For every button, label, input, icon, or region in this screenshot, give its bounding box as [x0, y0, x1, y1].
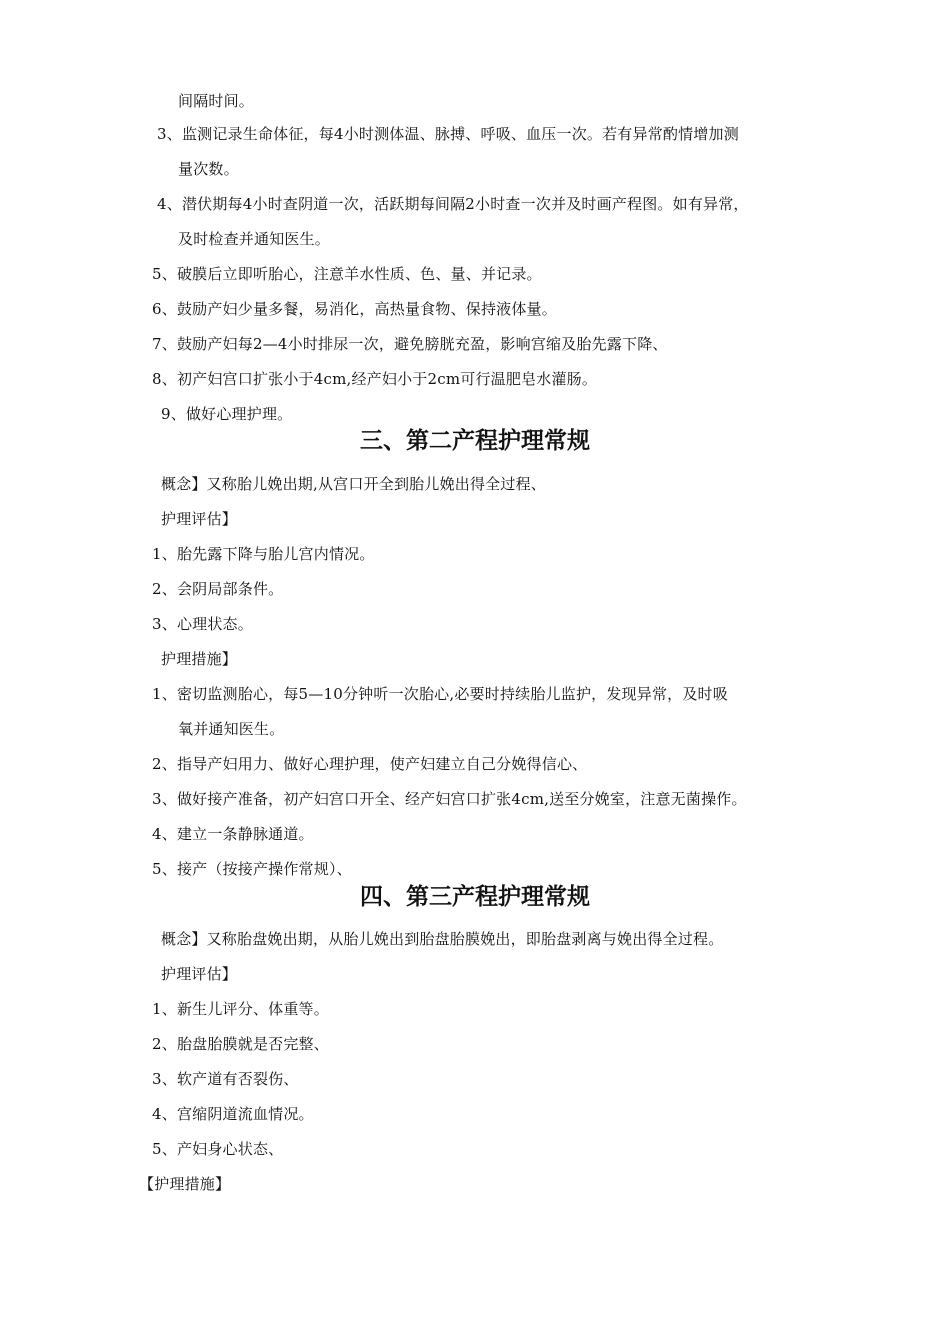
list-item: 9、做好心理护理。 [161, 405, 293, 423]
list-item: 6、鼓励产妇少量多餐，易消化，高热量食物、保持液体量。 [152, 300, 557, 318]
text-line: 及时检查并通知医生。 [178, 230, 331, 248]
text-line: 量次数。 [178, 160, 239, 178]
list-item: 5、破膜后立即听胎心，注意羊水性质、色、量、并记录。 [152, 265, 542, 283]
list-item: 4、潜伏期每4小时查阴道一次，活跃期每间隔2小时查一次并及时画产程图。如有异常， [157, 195, 749, 213]
list-item: 4、宫缩阴道流血情况。 [152, 1105, 314, 1123]
assessment-label: 护理评估】 [161, 510, 238, 528]
concept-line: 概念】又称胎盘娩出期，从胎儿娩出到胎盘胎膜娩出，即胎盘剥离与娩出得全过程。 [161, 930, 724, 948]
concept-line: 概念】又称胎儿娩出期,从宫口开全到胎儿娩出得全过程、 [161, 475, 546, 493]
section-heading: 四、第三产程护理常规 [360, 884, 590, 910]
section-heading: 三、第二产程护理常规 [360, 428, 590, 454]
list-item: 2、会阴局部条件。 [152, 580, 284, 598]
list-item: 1、胎先露下降与胎儿宫内情况。 [152, 545, 375, 563]
list-item: 5、接产（按接产操作常规）、 [152, 860, 352, 878]
list-item: 4、建立一条静脉通道。 [152, 825, 314, 843]
list-item: 3、做好接产准备，初产妇宫口开全、经产妇宫口扩张4cm,送至分娩室，注意无菌操作。 [152, 790, 747, 808]
list-item: 5、产妇身心状态、 [152, 1140, 284, 1158]
text-line: 间隔时间。 [178, 92, 255, 110]
measures-label: 【护理措施】 [139, 1175, 231, 1193]
text-line: 氧并通知医生。 [178, 720, 285, 738]
list-item: 1、密切监测胎心，每5—10分钟听一次胎心,必要时持续胎儿监护，发现异常，及时吸 [152, 685, 728, 703]
list-item: 3、软产道有否裂伤、 [152, 1070, 299, 1088]
measures-label: 护理措施】 [161, 650, 238, 668]
list-item: 3、心理状态。 [152, 615, 253, 633]
list-item: 7、鼓励产妇每2—4小时排尿一次，避免膀胱充盈，影响宫缩及胎先露下降、 [152, 335, 668, 353]
list-item: 3、监测记录生命体征，每4小时测体温、脉搏、呼吸、血压一次。若有异常酌情增加测 [157, 125, 739, 143]
list-item: 1、新生儿评分、体重等。 [152, 1000, 329, 1018]
list-item: 2、胎盘胎膜就是否完整、 [152, 1035, 329, 1053]
list-item: 8、初产妇宫口扩张小于4cm,经产妇小于2cm可行温肥皂水灌肠。 [152, 370, 598, 388]
list-item: 2、指导产妇用力、做好心理护理，使产妇建立自己分娩得信心、 [152, 755, 588, 773]
assessment-label: 护理评估】 [161, 965, 238, 983]
